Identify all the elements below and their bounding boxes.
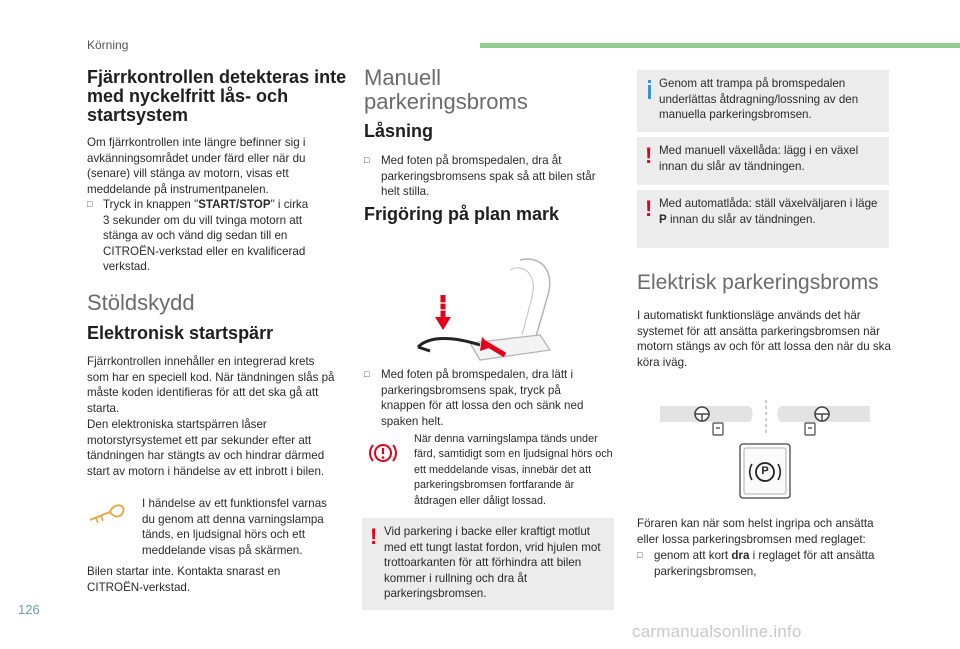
driver-pull-bullet: □ genom att kort dra i reglaget för att ansätta parkeringsbromsen,	[637, 549, 875, 578]
immobiliser-title: Elektronisk startspärr	[87, 323, 274, 343]
warning-exclamation-icon: !	[370, 524, 378, 549]
manual-gearbox-text: Med manuell växellåda: lägg i en växel innan du slår av tändningen.	[659, 144, 859, 173]
header-accent-bar	[480, 43, 960, 48]
release-bullet: □ Med foten på bromspedalen, dra lätt i parkeringsbromsens spak, tryck på knappen för att lossa den och sänk ned spaken helt.	[364, 368, 584, 428]
locking-title: Låsning	[364, 121, 434, 141]
key-warning-note: I händelse av ett funktionsfel varnas du genom att denna varningslampa tänds, en ljudsignal hörs och ett meddelande visas på skärmen.	[142, 497, 327, 557]
manual-gearbox-warning-box	[637, 137, 889, 185]
warning-exclamation-icon: !	[645, 196, 653, 221]
brake-lamp-note: När denna varningslampa tänds under färd, samtidigt som en ljudsignal hörs och ett meddelande visas, innebär det att parkeringsbromsen fortfarande är åtdragen eller dåligt lossad.	[414, 433, 613, 507]
bullet-marker-icon: □	[637, 550, 643, 560]
auto-mode-illustration	[660, 398, 870, 500]
automatic-gearbox-text: Med automatlåda: ställ växelväljaren i läge P innan du slår av tändningen.	[659, 197, 878, 226]
bullet-marker-icon: □	[364, 369, 370, 379]
release-flat-ground-title: Frigöring på plan mark	[364, 204, 560, 224]
immobiliser-text-1: Fjärrkontrollen innehåller en integrerad krets som har en speciell kod. När tändningen slås på måste koden identifieras för att det ska gå att starta.	[87, 355, 335, 415]
hill-parking-warning-box	[362, 518, 614, 610]
key-warning-icon	[88, 498, 128, 524]
handbrake-illustration	[410, 255, 560, 365]
manual-parking-brake-title: Manuell parkeringsbroms	[364, 65, 528, 114]
locking-bullet: □ Med foten på bromspedalen, dra åt parkeringsbromsens spak så att bilen står helt stilla.	[364, 154, 596, 199]
electric-parking-brake-title: Elektrisk parkeringsbroms	[637, 271, 879, 294]
automatic-gearbox-warning-box	[637, 190, 889, 248]
remote-not-detected-title: Fjärrkontrollen detekteras inte med nyckelfritt lås- och startsystem	[87, 67, 347, 125]
car-wont-start-text: Bilen startar inte. Kontakta snarast en CITROËN-verkstad.	[87, 565, 281, 594]
info-icon	[645, 80, 655, 100]
force-stop-bullet: □ Tryck in knappen "START/STOP" i cirka 3 sekunder om du vill tvinga motorn att stänga av och vänd dig sedan till en CITROËN-verkstad eller en kvalificerad verkstad.	[87, 198, 309, 274]
watermark: carmanualsonline.info	[632, 622, 802, 641]
driver-override-text: Föraren kan när som helst ingripa och ansätta eller lossa parkeringsbromsen med reglaget:	[637, 517, 874, 546]
page-number: 126	[18, 602, 40, 617]
theft-protection-title: Stöldskydd	[87, 290, 195, 315]
p-symbol-label: P	[761, 465, 769, 477]
bullet-marker-icon: □	[364, 155, 370, 165]
brake-warning-lamp-icon	[368, 440, 398, 466]
section-label: Körning	[87, 38, 129, 52]
hill-parking-text: Vid parkering i backe eller kraftigt motlut med ett tungt lastat fordon, vrid hjulen mot trottoarkanten för att förhindra att bilen kommer i rullning och dra åt parkeringsbromsen.	[384, 525, 601, 601]
electric-brake-auto-text: I automatiskt funktionsläge används det här systemet för att ansätta parkeringsbromsen när motorn stängs av och för att lossa den när du ska köra iväg.	[637, 309, 891, 369]
brake-pedal-info-box	[637, 70, 889, 132]
warning-exclamation-icon: !	[645, 143, 653, 168]
immobiliser-text-2: Den elektroniska startspärren låser motorstyrsystemet ett par sekunder efter att tändningen har stängts av och hindrar därmed start av motorn i händelse av ett inbrott i bilen.	[87, 418, 325, 478]
remote-not-detected-text: Om fjärrkontrollen inte längre befinner sig i avkänningsområdet under färd eller när du (senare) vill stänga av motorn, visas ett meddelande på instrumentpanelen.	[87, 136, 306, 196]
bullet-marker-icon: □	[87, 199, 93, 209]
brake-pedal-info-text: Genom att trampa på bromspedalen underlättas åtdragning/lossning av den manuella parkeringsbromsen.	[659, 77, 859, 122]
